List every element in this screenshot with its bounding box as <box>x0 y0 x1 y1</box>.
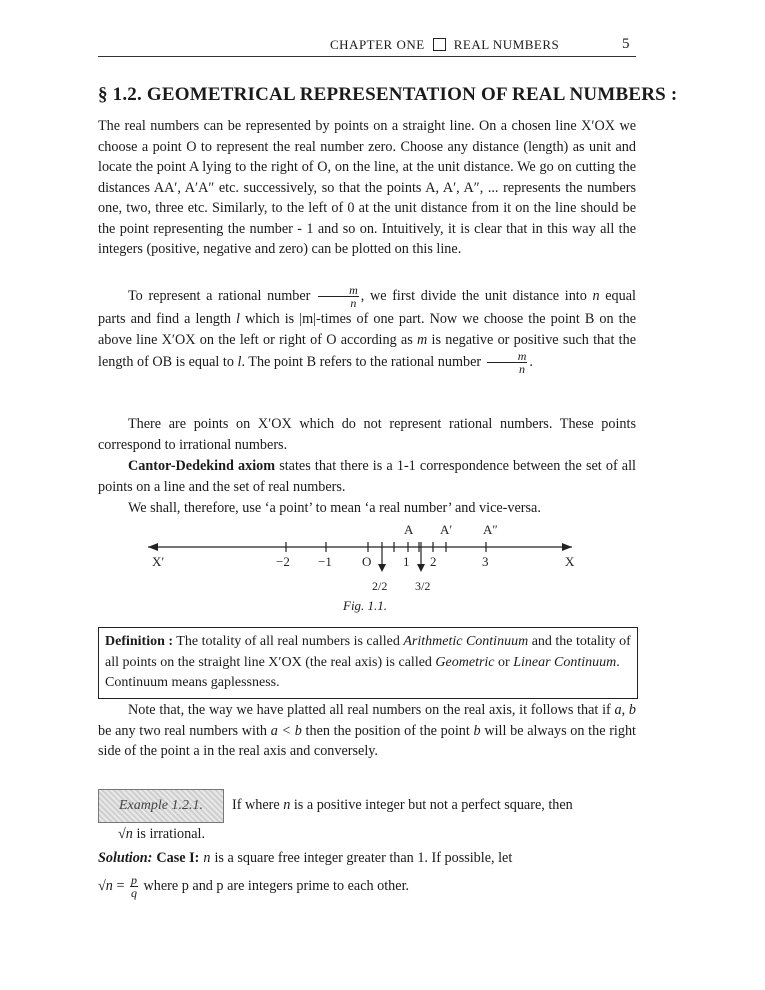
paragraph-intro: The real numbers can be represented by points on a straight line. On a chosen line X′OX we choose a point O to represent the real number zero. Choose any distance (length) as unit and locate the point A lying to the right of O, on the line, at the unit distance. We go on cutting the distances AA′, A′A″ etc. successively, so that the points A, A′, A″, ... represents the numbers one, two, three etc. Similarly, to the left of 0 at the unit distance from it on the line should be the point representing the number - 1 and so on. Intuitively, it is clear that in this way all the integers (positive, negative and zero) can be plotted on this line. <box>98 118 636 257</box>
fraction-p-over-q <box>130 874 138 899</box>
example-label-box: Example 1.2.1. <box>98 789 224 823</box>
label-A-prime: A′ <box>440 522 453 537</box>
label-x: X <box>565 554 575 569</box>
tick-label: −1 <box>318 554 332 569</box>
text-span: Note that, the way we have platted all real numbers on the real axis, it follows that if <box>128 702 615 718</box>
text-span: , <box>621 702 629 718</box>
var-n: n <box>283 797 291 813</box>
label-A-double-prime: A″ <box>483 522 498 537</box>
text-span: . The point B refers to the rational number <box>241 353 485 370</box>
tick-label: 3 <box>482 554 489 569</box>
left-arrow-icon <box>148 543 158 551</box>
text-span: states that there is a 1-1 correspondence between the set of all points on a line and the set of real numbers. <box>98 458 636 495</box>
solution-equation <box>98 874 409 899</box>
sqrt-n: √n <box>118 826 133 842</box>
example-statement <box>232 797 573 814</box>
case-label: Case I: <box>156 850 200 866</box>
var-n: n <box>203 850 211 866</box>
var-b: b <box>473 722 481 739</box>
text-span: is a positive integer but not a perfect square, then <box>290 797 573 813</box>
text-span: which is |m|-times of one part. Now we choose the point B on the above line X′OX on the left or right of O according as <box>98 311 636 348</box>
tick-label: 2 <box>430 554 437 569</box>
var-b: b <box>628 702 637 718</box>
down-arrow-icon <box>417 564 425 572</box>
definition-box <box>98 627 638 699</box>
text-span: be any two real numbers with <box>98 722 271 739</box>
frac-den: q <box>131 886 137 900</box>
text-span: is irrational. <box>132 826 205 842</box>
solution-line <box>98 850 636 867</box>
frac-num: p <box>131 873 137 887</box>
page-number: 5 <box>622 36 630 52</box>
paragraph-convention: We shall, therefore, use ‘a point’ to mean ‘a real number’ and vice-versa. <box>128 500 541 516</box>
paragraph-rational <box>98 284 636 375</box>
solution-label: Solution: <box>98 850 153 866</box>
below-label: 2/2 <box>372 579 388 593</box>
frac-den: n <box>519 362 526 376</box>
text-span: and the totality of all points on the straight line X′OX (the real axis) is called <box>105 634 631 670</box>
label-x-prime: X′ <box>152 554 165 569</box>
inequality: a < b <box>270 722 302 739</box>
text-span: To represent a rational number <box>128 287 317 304</box>
text-span: equal parts and find a length <box>98 287 636 327</box>
text-span: then the position of the point <box>301 722 474 739</box>
right-arrow-icon <box>562 543 572 551</box>
chapter-label: CHAPTER ONE <box>330 36 425 52</box>
frac-num: m <box>487 350 528 363</box>
text-span: will be always on the right side of the point a in the real axis and conversely. <box>98 722 637 759</box>
text-span: or <box>494 654 514 670</box>
term-linear-continuum: Linear Continuum <box>513 654 617 670</box>
text-span: If where <box>232 797 284 813</box>
paragraph-axiom <box>98 456 636 497</box>
running-header <box>330 36 630 53</box>
tick-label: 1 <box>403 554 410 569</box>
definition-label: Definition : <box>105 634 174 649</box>
frac-num: m <box>318 284 359 297</box>
term-geometric: Geometric <box>435 654 495 670</box>
frac-den: n <box>350 296 357 310</box>
tick-marks <box>286 542 486 568</box>
var-l: l <box>237 353 242 370</box>
tick-label: O <box>362 554 372 569</box>
axiom-term: Cantor-Dedekind axiom <box>128 458 276 474</box>
var-l: l <box>235 311 240 327</box>
header-rule <box>98 56 636 57</box>
section-title: § 1.2. GEOMETRICAL REPRESENTATION OF REAL NUMBERS : <box>98 84 678 105</box>
fraction-m-over-n <box>487 350 528 375</box>
text-span: , we first divide the unit distance into <box>360 287 593 304</box>
text-span: = <box>112 877 128 894</box>
figure-caption: Fig. 1.1. <box>343 598 388 613</box>
square-separator-icon <box>433 38 446 51</box>
tick-label: −2 <box>276 554 290 569</box>
text-span: is negative or positive such that the length of OB is equal to <box>98 331 636 370</box>
below-label: 3/2 <box>415 579 431 593</box>
label-A: A <box>404 522 414 537</box>
text-span: where p and p are integers prime to each other. <box>140 877 410 894</box>
chapter-title: REAL NUMBERS <box>453 36 560 52</box>
fraction-m-over-n <box>318 284 359 309</box>
example-statement-cont <box>118 826 205 843</box>
paragraph-irrational: There are points on X′OX which do not represent rational numbers. These points correspond to irrational numbers. <box>98 416 636 453</box>
down-arrow-icon <box>378 564 386 572</box>
text-span: . Continuum means gaplessness. <box>105 654 620 690</box>
var-a: a <box>614 702 622 718</box>
sqrt-n: √n <box>98 877 113 894</box>
var-n: n <box>592 287 600 304</box>
paragraph-ordering <box>98 700 636 762</box>
text-span: The totality of all real numbers is called <box>173 634 404 649</box>
text-span: . <box>529 353 533 370</box>
term-arithmetic-continuum: Arithmetic Continuum <box>403 634 529 649</box>
text-span: is a square free integer greater than 1. If possible, let <box>214 850 513 866</box>
var-m: m <box>417 331 428 348</box>
